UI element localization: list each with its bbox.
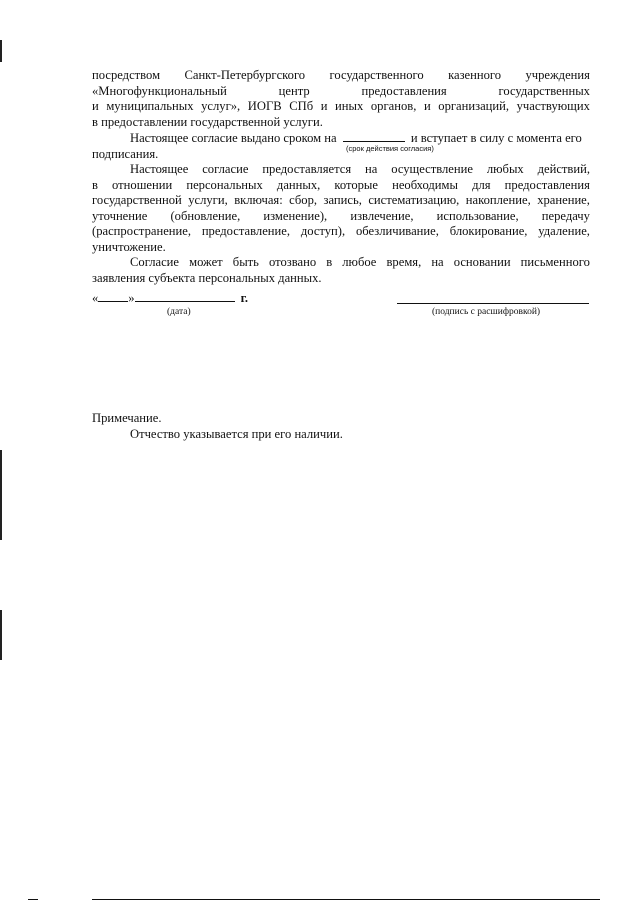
- text-line: [92, 84, 590, 100]
- word: на: [365, 162, 378, 176]
- word: которые: [334, 177, 378, 192]
- date-year-suffix: г.: [240, 291, 249, 305]
- word: муниципальных: [106, 99, 194, 113]
- word: предоставления: [504, 177, 590, 192]
- paragraph-processing: [92, 162, 590, 255]
- word: данных,: [276, 177, 321, 192]
- text-line: [92, 68, 590, 84]
- word: время,: [386, 255, 422, 269]
- word: извлечение,: [350, 208, 414, 223]
- note-block: [92, 411, 343, 442]
- word: и: [92, 99, 99, 113]
- text-line: подписания.: [92, 146, 159, 161]
- word: ИОГВ: [247, 99, 282, 113]
- word: участвующих: [516, 99, 590, 113]
- word: удаление,: [538, 224, 590, 238]
- word: согласие: [202, 162, 249, 176]
- word: в: [326, 255, 333, 269]
- date-month-year-blank[interactable]: [135, 290, 235, 302]
- consent-body: [92, 68, 590, 286]
- word: на: [431, 255, 444, 269]
- signature-caption: (подпись с расшифровкой): [432, 307, 541, 317]
- word: письменного: [520, 255, 590, 269]
- word: для: [472, 177, 491, 192]
- word: любых: [486, 162, 524, 176]
- validity-period-blank[interactable]: [343, 130, 405, 142]
- word: любое: [342, 255, 377, 269]
- date-caption: (дата): [167, 307, 191, 317]
- word: государственной: [92, 193, 182, 207]
- word: центр: [278, 83, 310, 98]
- text-line: [92, 162, 590, 178]
- word: персональных: [186, 177, 263, 192]
- word: учреждения: [525, 68, 590, 82]
- text-line: уничтожение.: [92, 239, 166, 254]
- validity-suffix: и вступает в силу с момента его: [410, 131, 582, 145]
- word: запись,: [323, 193, 362, 207]
- page-bottom-rule: [92, 899, 600, 900]
- word: предоставление,: [201, 224, 290, 238]
- validity-prefix: Настоящее согласие выдано сроком на: [130, 131, 337, 145]
- word: действий,: [537, 162, 590, 176]
- word: обезличивание,: [355, 224, 439, 238]
- word: предоставляется: [262, 162, 352, 176]
- text-line: [92, 99, 590, 115]
- scan-edge-mark: [0, 610, 2, 660]
- date-open-quote: «: [92, 291, 99, 305]
- word: услуг»,: [201, 99, 241, 113]
- word: может: [189, 255, 223, 269]
- word: «Многофункциональный: [92, 83, 227, 98]
- word: посредством: [92, 68, 161, 82]
- word: блокирование,: [449, 224, 528, 238]
- word: предоставления: [361, 83, 447, 98]
- word: необходимы: [392, 177, 458, 192]
- date-field[interactable]: [92, 290, 248, 306]
- paragraph-validity: [92, 130, 590, 162]
- word: передачу: [541, 208, 590, 223]
- text-line: [92, 193, 590, 209]
- scan-edge-mark: [0, 450, 2, 540]
- paragraph-revocation: [92, 255, 590, 286]
- word: накопление,: [465, 193, 531, 207]
- word: органов,: [370, 99, 417, 113]
- word: (обновление,: [170, 208, 241, 223]
- validity-caption: (срок действия согласия): [346, 144, 434, 153]
- word: в: [92, 177, 98, 192]
- word: государственных: [498, 83, 590, 98]
- word: Санкт-Петербургского: [184, 68, 306, 82]
- word: государственного: [329, 68, 424, 82]
- word: СПб: [289, 99, 314, 113]
- word: включая:: [234, 193, 283, 207]
- word: казенного: [448, 68, 502, 82]
- note-text: Отчество указывается при его наличии.: [130, 426, 343, 441]
- word: услуги,: [188, 193, 228, 207]
- text-line: в предоставлении государственной услуги.: [92, 114, 323, 129]
- text-line: заявления субъекта персональных данных.: [92, 270, 322, 285]
- word: иных: [335, 99, 364, 113]
- word: использование,: [436, 208, 519, 223]
- word: хранение,: [537, 193, 590, 207]
- text-line: [92, 224, 590, 240]
- note-title: Примечание.: [92, 411, 162, 425]
- date-close-quote: »: [128, 291, 135, 305]
- word: отозвано: [268, 255, 317, 269]
- word: Настоящее: [130, 162, 189, 176]
- word: организаций,: [438, 99, 510, 113]
- date-day-blank[interactable]: [98, 290, 128, 302]
- scan-edge-mark: [0, 40, 2, 62]
- signature-line[interactable]: [397, 303, 589, 304]
- signature-block: [92, 290, 592, 320]
- word: отношении: [112, 177, 173, 192]
- paragraph-intermediary: [92, 68, 590, 130]
- word: (распространение,: [92, 224, 191, 238]
- word: Согласие: [130, 255, 180, 269]
- word: уточнение: [92, 208, 148, 223]
- scan-edge-mark: [28, 899, 38, 900]
- word: быть: [232, 255, 259, 269]
- word: и: [423, 99, 431, 113]
- text-line: [92, 255, 590, 271]
- text-line: [92, 130, 590, 147]
- word: осуществление: [391, 162, 473, 176]
- text-line: [92, 178, 590, 194]
- word: сбор,: [289, 193, 318, 207]
- word: систематизацию,: [368, 193, 460, 207]
- word: и: [320, 99, 328, 113]
- word: основании: [453, 255, 511, 269]
- text-line: [92, 209, 590, 225]
- word: доступ),: [300, 224, 346, 238]
- word: изменение),: [263, 208, 328, 223]
